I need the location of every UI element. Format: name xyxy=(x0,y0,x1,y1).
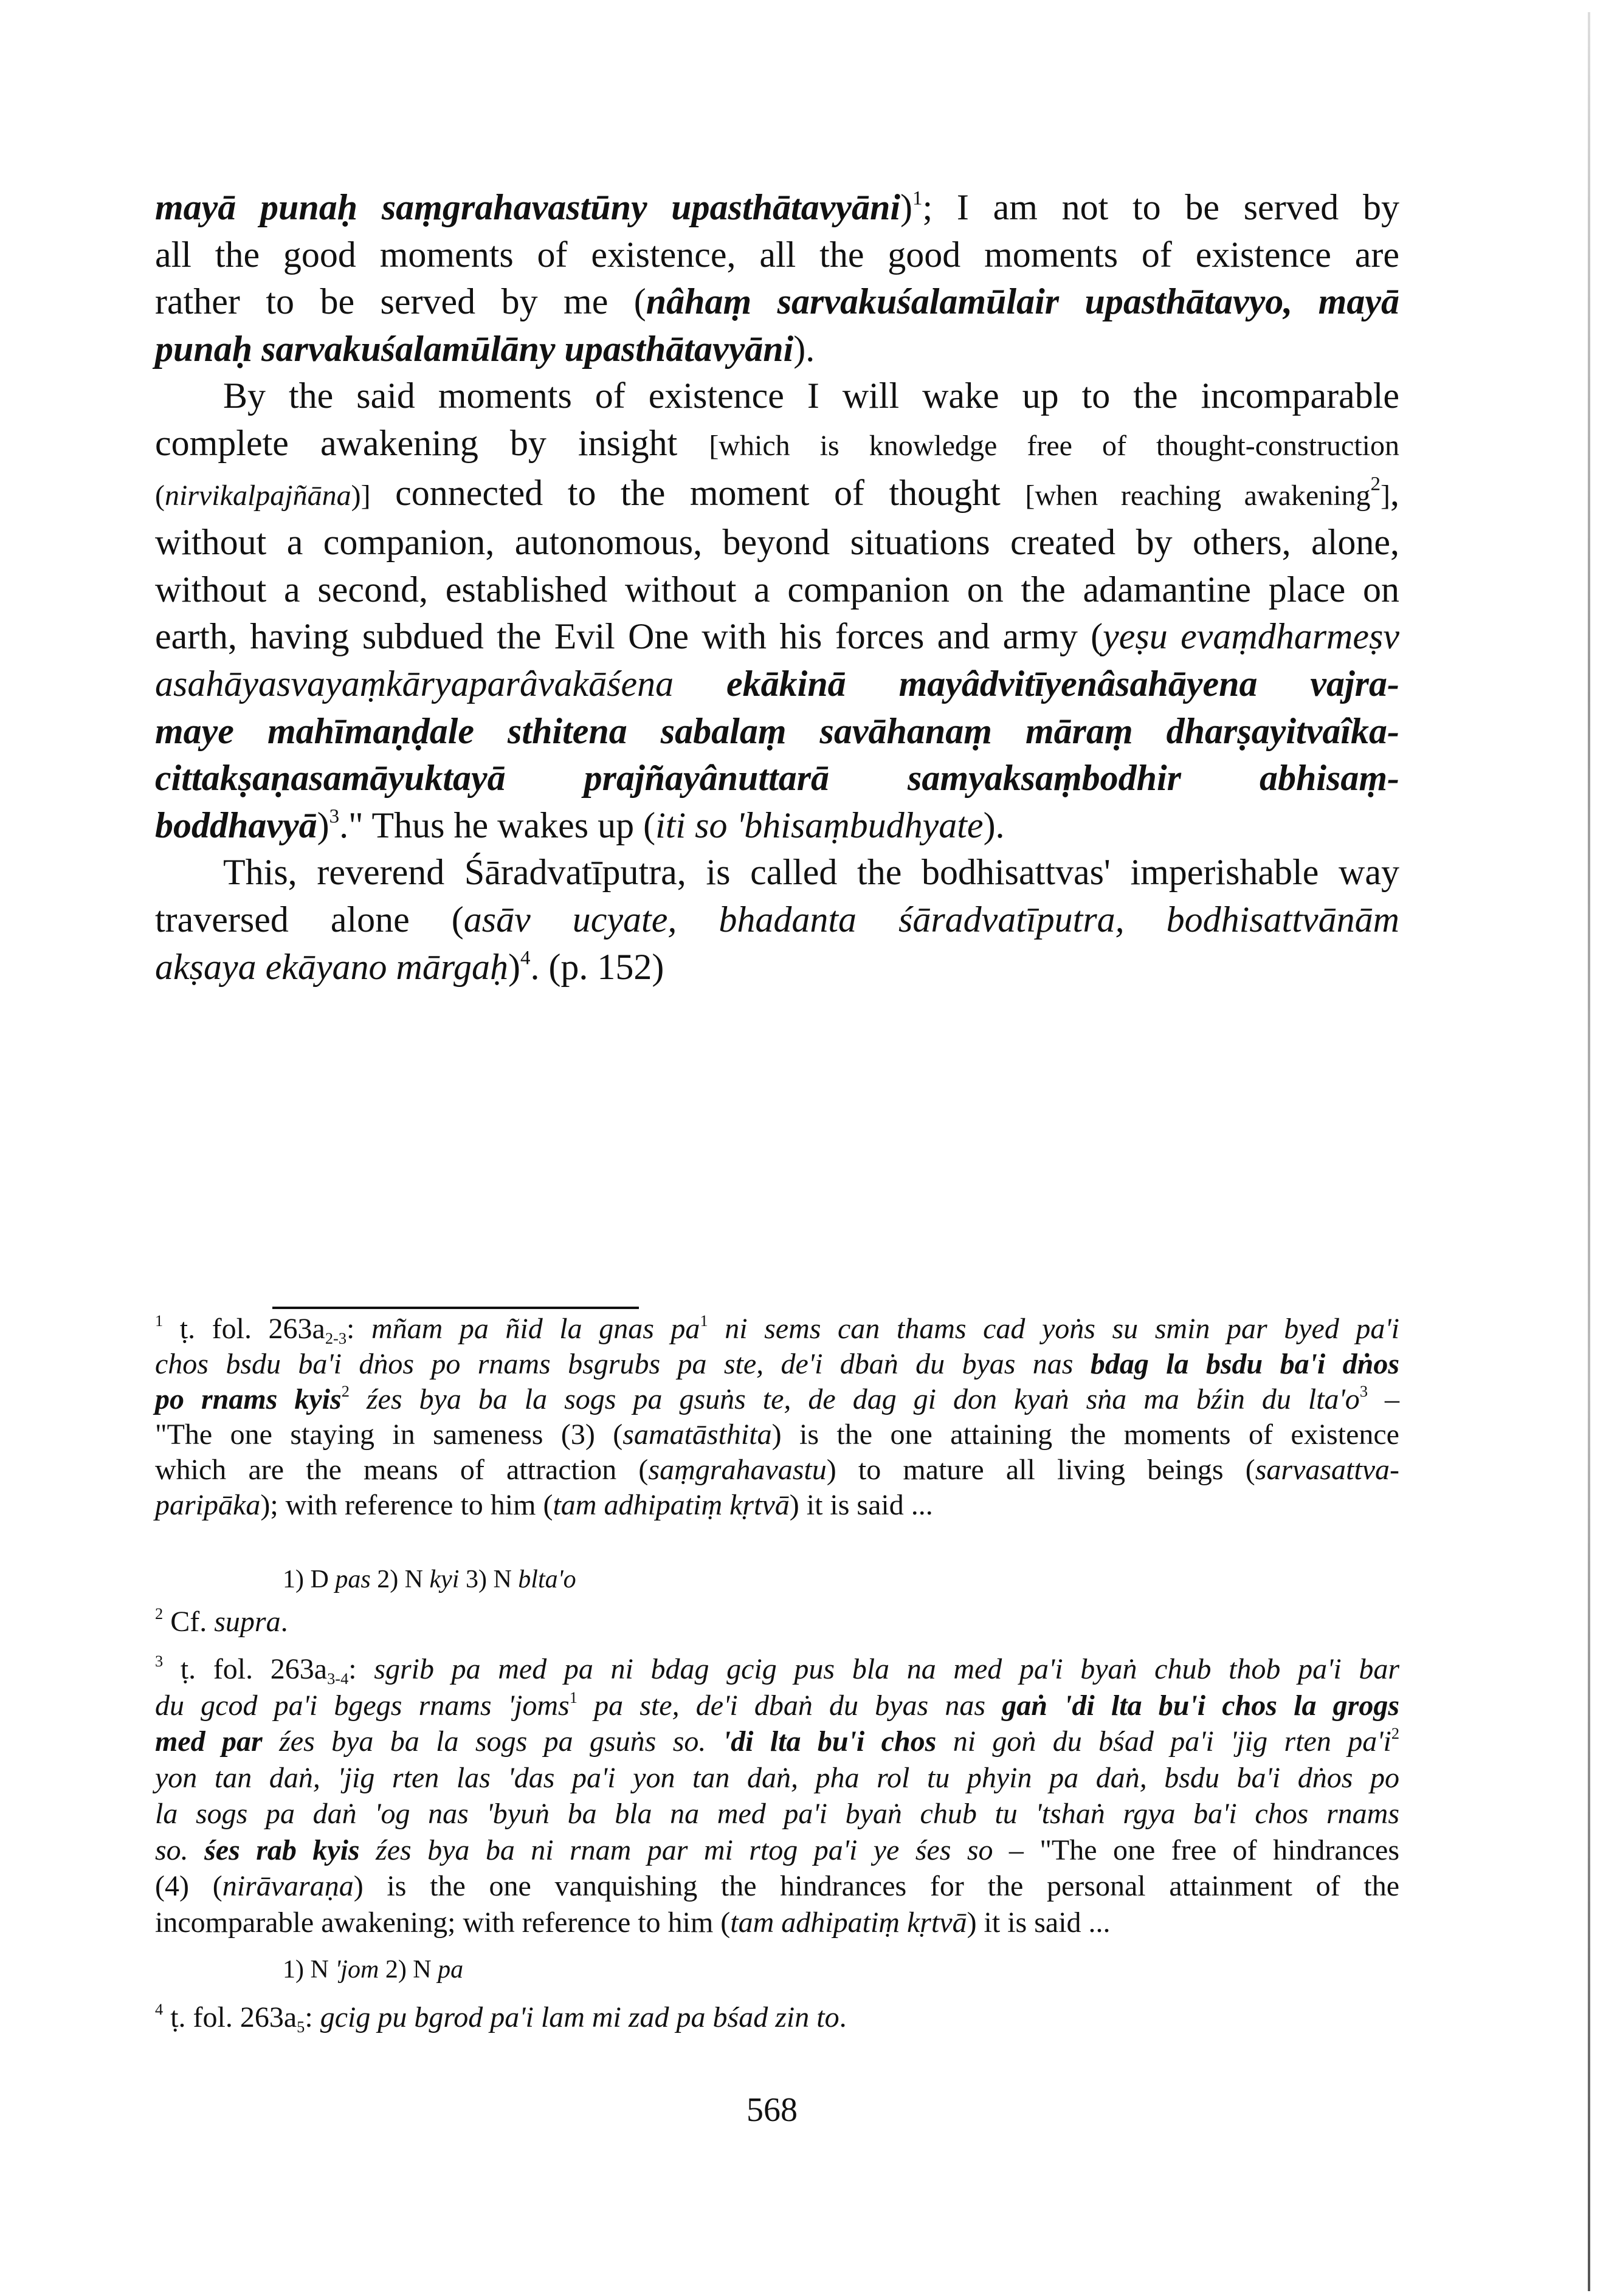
text-run: mayā punaḥ saṃgrahavastūny upasthātavyāni xyxy=(155,187,901,227)
text-line xyxy=(155,708,1399,755)
text-line xyxy=(155,373,1399,420)
text-run: pa ste, de'i dbaṅ du byas nas xyxy=(577,1689,1002,1722)
text-line xyxy=(155,1796,1399,1832)
text-run: ) is the one vanquishing the hindrances for the personal attainment of the xyxy=(353,1870,1400,1902)
text-run: ) xyxy=(508,946,520,987)
text-run: yon tan daṅ, 'jig rten las 'das pa'i yon tan daṅ, pha rol tu phyin pa daṅ, bsdu ba'i dṅos po xyxy=(155,1761,1399,1794)
text-run: all the good moments of existence, all the good moments of existence are xyxy=(155,234,1399,275)
text-run: ). xyxy=(983,805,1005,845)
text-line xyxy=(155,613,1399,661)
text-run: : xyxy=(305,2001,320,2033)
text-run: samatāsthita xyxy=(622,1418,772,1451)
text-run: gaṅ 'di lta bu'i chos la grogs xyxy=(1002,1689,1399,1722)
text-run: ) is the one attaining the moments of existence xyxy=(771,1418,1399,1451)
footnote-marker: 3 xyxy=(1359,1382,1368,1401)
text-line xyxy=(155,1688,1399,1724)
text-line xyxy=(155,896,1399,944)
text-line xyxy=(155,661,1399,708)
text-run: ṭ. fol. 263a xyxy=(163,1313,325,1345)
text-run: 2-3 xyxy=(325,1329,347,1348)
footnote-marker: 2 xyxy=(341,1382,350,1401)
text-line xyxy=(155,326,1399,373)
text-run: [which is knowledge free of thought-construction xyxy=(709,429,1399,462)
text-run: gcig pu bgrod pa'i lam mi zad pa bśad zin to xyxy=(320,2001,839,2033)
text-run: 3-4 xyxy=(327,1669,349,1688)
text-run: źes bya ba la sogs pa gsuṅs te, de dag gi don kyaṅ sṅa ma bźin du lta'o xyxy=(349,1383,1360,1415)
text-run: which are the means of attraction ( xyxy=(155,1454,649,1486)
text-line xyxy=(155,1604,1399,1640)
footnote-marker: 4 xyxy=(520,946,531,969)
text-line xyxy=(155,232,1399,279)
text-run: asahāyasvayaṃkāryaparâvakāśena xyxy=(155,663,727,704)
text-run: ). xyxy=(793,328,815,369)
text-run: so. xyxy=(155,1834,205,1866)
text-run: ekākinā mayâdvitīyenâsahāyena vajra- xyxy=(726,663,1399,704)
text-run: ; I am not to be served by xyxy=(922,187,1399,227)
text-run: ) to mature all living beings ( xyxy=(826,1454,1255,1486)
text-line xyxy=(155,1347,1399,1382)
text-run: – "The one free of hindrances xyxy=(993,1834,1399,1866)
text-run: nirvikalpajñāna xyxy=(164,479,351,512)
text-run: saṃgrahavastu xyxy=(648,1454,827,1486)
text-line xyxy=(155,470,1399,520)
text-run: źes bya ba ni rnam par mi rtog pa'i ye śes so xyxy=(359,1834,993,1866)
text-line xyxy=(155,278,1399,326)
footnote-3-variants xyxy=(155,1952,1399,1987)
text-run: "The one staying in sameness (3) ( xyxy=(155,1418,623,1451)
text-run: rather to be served by me ( xyxy=(155,281,646,322)
text-run: ) xyxy=(317,805,329,845)
text-line xyxy=(155,1832,1399,1869)
text-run: kyi xyxy=(429,1566,460,1593)
text-run: nirāvaraṇa xyxy=(222,1870,354,1902)
text-run: )] xyxy=(351,479,371,512)
footnote-1-variants xyxy=(155,1562,1399,1597)
footnote-marker: 2 xyxy=(1391,1724,1400,1743)
text-line xyxy=(155,1868,1399,1905)
text-run: 5 xyxy=(297,2018,305,2036)
text-run: 2) N xyxy=(379,1956,438,1984)
text-line xyxy=(155,566,1399,614)
text-line xyxy=(155,1311,1399,1347)
text-run: ni sems can thams cad yoṅs su smin par byed pa'i xyxy=(708,1313,1399,1345)
footnote-marker: 2 xyxy=(155,1604,164,1623)
text-run: ); with reference to him ( xyxy=(260,1489,553,1521)
text-run: (4) ( xyxy=(155,1870,222,1902)
text-run: . xyxy=(280,1606,288,1638)
text-run: without a companion, autonomous, beyond situations created by others, alone, xyxy=(155,522,1399,563)
text-line xyxy=(155,755,1399,802)
text-run: 1) N xyxy=(283,1956,336,1984)
text-run: la sogs pa daṅ 'og nas 'byuṅ ba bla na med pa'i byaṅ chub tu 'tshaṅ rgya ba'i chos rnams xyxy=(155,1798,1399,1830)
text-run: 2) N xyxy=(370,1566,430,1593)
text-run: ] xyxy=(1381,479,1391,512)
text-run: mñam pa ñid la gnas pa xyxy=(371,1313,700,1345)
text-run: ( xyxy=(155,479,165,512)
text-run: This, reverend Śāradvatīputra, is called the bodhisattvas' imperishable way xyxy=(223,852,1399,893)
text-run: tam adhipatiṃ kṛtvā xyxy=(553,1489,790,1521)
text-run: – xyxy=(1368,1383,1399,1415)
text-line xyxy=(155,1760,1399,1796)
footnote-3 xyxy=(155,1651,1399,1940)
text-line xyxy=(155,1488,1399,1523)
text-run: 'jom xyxy=(335,1956,379,1984)
text-run: ) it is said ... xyxy=(789,1489,933,1521)
text-run: tam adhipatiṃ kṛtvā xyxy=(730,1906,967,1939)
text-run: cittakṣaṇasamāyuktayā prajñayânuttarā samyaksaṃbodhir abhisaṃ- xyxy=(155,758,1399,799)
text-run: connected to the moment of thought xyxy=(370,472,1026,513)
text-run: chos bsdu ba'i dṅos po rnams bsgrubs pa ste, de'i dbaṅ du byas nas xyxy=(155,1348,1091,1380)
text-line xyxy=(155,2000,1399,2035)
footnote-marker: 2 xyxy=(1370,472,1381,495)
footnote-marker: 3 xyxy=(329,805,340,827)
text-run: sgrib pa med pa ni bdag gcig pus bla na med pa'i byaṅ chub thob pa'i bar xyxy=(374,1653,1399,1685)
text-line xyxy=(155,1651,1399,1688)
text-run: ) it is said ... xyxy=(967,1906,1111,1939)
text-run: blta'o xyxy=(518,1566,576,1593)
text-line xyxy=(155,1724,1399,1760)
text-run: , xyxy=(1390,472,1400,513)
text-run: źes bya ba la sogs pa gsuṅs so. xyxy=(262,1725,723,1758)
text-run: . xyxy=(839,2001,847,2033)
text-run: nâhaṃ sarvakuśalamūlair upasthātavyo, mayā xyxy=(646,281,1399,322)
text-run: Cf. xyxy=(163,1606,215,1638)
text-line xyxy=(155,420,1399,470)
text-run: [when reaching awakening xyxy=(1025,479,1371,512)
text-line xyxy=(155,1562,1399,1597)
text-run: ." Thus he wakes up ( xyxy=(339,805,656,845)
text-run: ṭ. fol. 263a xyxy=(163,1653,328,1685)
text-run: 1) D xyxy=(283,1566,336,1593)
text-line xyxy=(155,1952,1399,1987)
text-run: maye mahīmaṇḍale sthitena sabalaṃ savāhanaṃ māraṃ dharṣayitvaîka- xyxy=(155,710,1399,751)
text-run: akṣaya ekāyano mārgaḥ xyxy=(155,946,508,987)
text-run: po rnams kyis xyxy=(155,1383,342,1415)
text-run: sarvasattva- xyxy=(1255,1454,1400,1486)
scan-edge-shadow xyxy=(1588,12,1590,2291)
main-text xyxy=(155,184,1399,991)
text-line xyxy=(155,184,1399,232)
text-line xyxy=(155,1905,1399,1941)
text-run: paripāka xyxy=(155,1489,261,1521)
footnote-marker: 1 xyxy=(155,1311,164,1330)
text-run: boddhavyā xyxy=(155,805,317,845)
text-run: 'di lta bu'i chos xyxy=(722,1725,937,1758)
footnote-marker: 1 xyxy=(569,1688,577,1707)
text-run: punaḥ sarvakuśalamūlāny upasthātavyāni xyxy=(155,328,794,369)
text-line xyxy=(155,1382,1399,1417)
text-line xyxy=(155,1417,1399,1452)
footnote-marker: 1 xyxy=(912,187,923,210)
page-number: 568 xyxy=(746,2091,798,2129)
text-line xyxy=(155,519,1399,566)
text-run: : xyxy=(348,1653,374,1685)
text-run: : xyxy=(346,1313,371,1345)
text-line xyxy=(155,1452,1399,1488)
footnote-2 xyxy=(155,1604,1399,1640)
footnote-marker: 4 xyxy=(155,2000,164,2019)
footnote-marker: 3 xyxy=(155,1652,164,1671)
text-run: ni goṅ du bśad pa'i 'jig rten pa'i xyxy=(936,1725,1391,1758)
footnote-marker: 1 xyxy=(700,1311,708,1330)
text-line xyxy=(155,849,1399,896)
text-run: pa xyxy=(438,1956,464,1984)
text-run: iti so 'bhisaṃbudhyate xyxy=(655,805,984,845)
text-run: By the said moments of existence I will wake up to the incomparable xyxy=(223,376,1399,416)
text-run: ṭ. fol. 263a xyxy=(163,2001,297,2033)
footnote-4 xyxy=(155,2000,1399,2035)
text-run: asāv ucyate, bhadanta śāradvatīputra, bodhisattvānām xyxy=(463,899,1399,940)
text-run: complete awakening by insight xyxy=(155,422,709,463)
text-run: bdag la bsdu ba'i dṅos xyxy=(1090,1348,1399,1380)
text-run: supra xyxy=(214,1606,281,1638)
text-run: 3) N xyxy=(459,1566,519,1593)
footnote-1 xyxy=(155,1311,1399,1523)
footnote-separator xyxy=(272,1307,639,1309)
text-run: . (p. 152) xyxy=(530,946,664,987)
text-run: earth, having subdued the Evil One with his forces and army ( xyxy=(155,616,1103,657)
text-run: du gcod pa'i bgegs rnams 'joms xyxy=(155,1689,570,1722)
text-run: traversed alone ( xyxy=(155,899,464,940)
text-run: med par xyxy=(155,1725,263,1758)
text-line xyxy=(155,802,1399,850)
text-run: incomparable awakening; with reference to him ( xyxy=(155,1906,731,1939)
text-run: without a second, established without a companion on the adamantine place on xyxy=(155,569,1399,610)
text-run: pas xyxy=(335,1566,371,1593)
text-run: śes rab kyis xyxy=(204,1834,360,1866)
text-line xyxy=(155,944,1399,991)
text-run: yeṣu evaṃdharmeṣv xyxy=(1103,616,1399,657)
text-run: ) xyxy=(900,187,913,227)
